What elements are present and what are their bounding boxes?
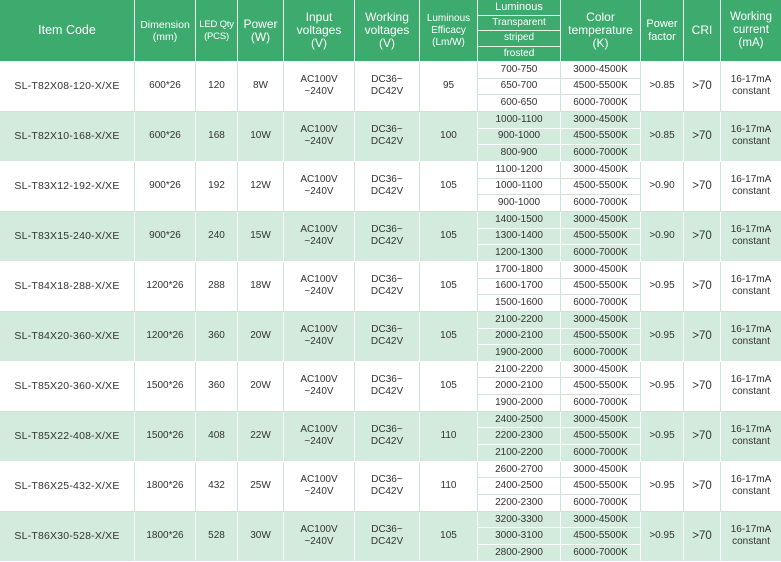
working-current-line: 16-17mA — [730, 524, 772, 536]
led-qty-cell: 432 — [196, 462, 238, 512]
working-current-line: 16-17mA — [730, 324, 772, 336]
header-color-temperature-label: temperature — [568, 23, 633, 37]
working-current-line: constant — [732, 286, 770, 298]
color-temperature-cell: 4500-5500K — [561, 329, 641, 346]
input-voltage-cell — [284, 412, 355, 462]
led-qty-cell: 168 — [196, 112, 238, 162]
power-factor-cell: >0.90 — [641, 212, 684, 262]
luminous-cell: 1500-1600 — [478, 295, 561, 312]
working-current-cell — [721, 512, 781, 562]
dimension-cell: 1200*26 — [135, 312, 196, 362]
power-cell: 22W — [238, 412, 284, 462]
working-voltage-line: DC36~ — [371, 124, 403, 136]
color-temperature-cell: 3000-4500K — [561, 112, 641, 129]
working-voltage-cell — [355, 62, 420, 112]
luminous-efficacy-cell: 95 — [420, 62, 478, 112]
led-qty-cell: 360 — [196, 362, 238, 412]
luminous-efficacy-cell: 105 — [420, 312, 478, 362]
power-cell: 8W — [238, 62, 284, 112]
input-voltage-line: AC100V — [300, 124, 338, 136]
header-power-label: (W) — [250, 29, 271, 44]
color-temperature-cell: 4500-5500K — [561, 79, 641, 96]
header-working-current — [721, 0, 781, 62]
dimension-cell: 900*26 — [135, 162, 196, 212]
dimension-cell: 900*26 — [135, 212, 196, 262]
luminous-cell: 2400-2500 — [478, 478, 561, 495]
input-voltage-cell — [284, 512, 355, 562]
header-luminous-efficacy-label: (Lm/W) — [432, 36, 465, 48]
item-code-cell: SL-T83X12-192-X/XE — [0, 162, 135, 212]
header-dimension — [135, 0, 196, 62]
working-current-line: constant — [732, 486, 770, 498]
color-temperature-cell: 3000-4500K — [561, 462, 641, 479]
header-input-voltage-label: voltages — [296, 23, 342, 37]
input-voltage-cell — [284, 262, 355, 312]
cri-cell: >70 — [684, 62, 721, 112]
working-voltage-line: DC36~ — [371, 424, 403, 436]
input-voltage-cell — [284, 62, 355, 112]
cri-cell: >70 — [684, 312, 721, 362]
color-temperature-cell: 6000-7000K — [561, 395, 641, 412]
luminous-cell: 2000-2100 — [478, 378, 561, 395]
led-qty-cell: 528 — [196, 512, 238, 562]
power-cell: 30W — [238, 512, 284, 562]
header-working-current-label: (mA) — [738, 37, 764, 49]
luminous-cell: 1200-1300 — [478, 245, 561, 262]
working-voltage-line: DC36~ — [371, 274, 403, 286]
header-working-current-label: current — [733, 24, 769, 36]
color-temperature-cell: 6000-7000K — [561, 345, 641, 362]
header-power-factor-label: Power — [646, 17, 678, 30]
power-cell: 20W — [238, 362, 284, 412]
luminous-cell: 1700-1800 — [478, 262, 561, 279]
header-cri — [684, 0, 721, 62]
working-current-line: constant — [732, 536, 770, 548]
luminous-efficacy-cell: 105 — [420, 212, 478, 262]
luminous-efficacy-cell: 110 — [420, 462, 478, 512]
working-current-cell — [721, 462, 781, 512]
item-code-cell: SL-T83X15-240-X/XE — [0, 212, 135, 262]
item-code-cell: SL-T85X20-360-X/XE — [0, 362, 135, 412]
header-dimension-label: Dimension — [140, 18, 190, 31]
color-temperature-cell: 6000-7000K — [561, 245, 641, 262]
item-code-cell: SL-T86X30-528-X/XE — [0, 512, 135, 562]
item-code-cell: SL-T86X25-432-X/XE — [0, 462, 135, 512]
item-code-cell: SL-T84X18-288-X/XE — [0, 262, 135, 312]
color-temperature-cell: 6000-7000K — [561, 195, 641, 212]
input-voltage-cell — [284, 162, 355, 212]
dimension-cell: 1800*26 — [135, 462, 196, 512]
working-voltage-cell — [355, 162, 420, 212]
power-cell: 20W — [238, 312, 284, 362]
input-voltage-line: AC100V — [300, 474, 338, 486]
power-cell: 18W — [238, 262, 284, 312]
working-voltage-cell — [355, 112, 420, 162]
color-temperature-cell: 6000-7000K — [561, 295, 641, 312]
header-color-temperature — [561, 0, 641, 62]
header-luminous-efficacy-label: Efficacy — [431, 24, 466, 36]
power-factor-cell: >0.95 — [641, 262, 684, 312]
working-voltage-line: DC36~ — [371, 374, 403, 386]
working-current-line: constant — [732, 86, 770, 98]
header-working-voltage — [355, 0, 420, 62]
power-cell: 25W — [238, 462, 284, 512]
power-cell: 10W — [238, 112, 284, 162]
input-voltage-line: AC100V — [300, 74, 338, 86]
luminous-cell: 700-750 — [478, 62, 561, 79]
input-voltage-line: AC100V — [300, 224, 338, 236]
power-factor-cell: >0.95 — [641, 512, 684, 562]
working-voltage-line: DC42V — [370, 186, 404, 198]
working-current-cell — [721, 262, 781, 312]
luminous-cell: 1600-1700 — [478, 279, 561, 296]
header-input-voltage-label: (V) — [311, 36, 327, 50]
header-led-qty — [196, 0, 238, 62]
luminous-cell: 2400-2500 — [478, 412, 561, 429]
dimension-cell: 1200*26 — [135, 262, 196, 312]
working-current-cell — [721, 62, 781, 112]
luminous-efficacy-cell: 100 — [420, 112, 478, 162]
header-color-temperature-label: (K) — [592, 36, 609, 50]
input-voltage-line: AC100V — [300, 524, 338, 536]
working-current-line: 16-17mA — [730, 74, 772, 86]
color-temperature-cell: 3000-4500K — [561, 262, 641, 279]
color-temperature-cell: 3000-4500K — [561, 512, 641, 529]
power-cell: 15W — [238, 212, 284, 262]
luminous-cell: 3000-3100 — [478, 528, 561, 545]
working-voltage-line: DC36~ — [371, 224, 403, 236]
color-temperature-cell: 6000-7000K — [561, 495, 641, 512]
item-code-cell: SL-T84X20-360-X/XE — [0, 312, 135, 362]
color-temperature-cell: 4500-5500K — [561, 528, 641, 545]
cri-cell: >70 — [684, 212, 721, 262]
input-voltage-line: ~240V — [304, 86, 334, 98]
luminous-cell: 900-1000 — [478, 129, 561, 146]
working-current-cell — [721, 312, 781, 362]
power-factor-cell: >0.90 — [641, 162, 684, 212]
color-temperature-cell: 4500-5500K — [561, 478, 641, 495]
luminous-cell: 2800-2900 — [478, 545, 561, 562]
header-luminous — [478, 0, 561, 16]
cri-cell: >70 — [684, 362, 721, 412]
power-cell: 12W — [238, 162, 284, 212]
luminous-cell: 600-650 — [478, 95, 561, 112]
color-temperature-cell: 3000-4500K — [561, 362, 641, 379]
luminous-cell: 3200-3300 — [478, 512, 561, 529]
input-voltage-line: ~240V — [304, 436, 334, 448]
dimension-cell: 1500*26 — [135, 362, 196, 412]
input-voltage-cell — [284, 212, 355, 262]
input-voltage-line: ~240V — [304, 386, 334, 398]
led-qty-cell: 240 — [196, 212, 238, 262]
working-voltage-line: DC42V — [370, 436, 404, 448]
input-voltage-line: ~240V — [304, 136, 334, 148]
cri-cell: >70 — [684, 162, 721, 212]
color-temperature-cell: 4500-5500K — [561, 229, 641, 246]
working-current-cell — [721, 112, 781, 162]
luminous-cell: 2200-2300 — [478, 428, 561, 445]
working-voltage-cell — [355, 412, 420, 462]
header-item-code — [0, 0, 135, 62]
luminous-cell: 1100-1200 — [478, 162, 561, 179]
header-working-current-label: Working — [730, 11, 772, 23]
color-temperature-cell: 3000-4500K — [561, 312, 641, 329]
power-factor-cell: >0.95 — [641, 362, 684, 412]
item-code-cell: SL-T82X10-168-X/XE — [0, 112, 135, 162]
working-current-line: 16-17mA — [730, 374, 772, 386]
luminous-cell: 2100-2200 — [478, 445, 561, 462]
working-voltage-line: DC42V — [370, 536, 404, 548]
luminous-cell: 1400-1500 — [478, 212, 561, 229]
header-led-qty-label: LED Qty — [199, 18, 234, 30]
cri-cell: >70 — [684, 512, 721, 562]
working-voltage-line: DC36~ — [371, 74, 403, 86]
led-qty-cell: 288 — [196, 262, 238, 312]
led-qty-cell: 192 — [196, 162, 238, 212]
luminous-cell: 900-1000 — [478, 195, 561, 212]
header-working-voltage-label: voltages — [364, 23, 410, 37]
working-current-line: constant — [732, 386, 770, 398]
luminous-efficacy-cell: 105 — [420, 512, 478, 562]
working-voltage-cell — [355, 312, 420, 362]
header-luminous-frosted: frosted — [478, 47, 561, 63]
header-item-code-label: Item Code — [38, 23, 96, 37]
color-temperature-cell: 6000-7000K — [561, 145, 641, 162]
working-voltage-line: DC36~ — [371, 324, 403, 336]
header-luminous-efficacy-label: Luminous — [426, 12, 471, 24]
input-voltage-cell — [284, 312, 355, 362]
cri-cell: >70 — [684, 112, 721, 162]
working-voltage-line: DC42V — [370, 486, 404, 498]
header-luminous-label: Luminous — [495, 1, 543, 14]
header-power-label: Power — [243, 16, 278, 31]
color-temperature-cell: 6000-7000K — [561, 545, 641, 562]
header-cri-label: CRI — [691, 23, 713, 37]
dimension-cell: 1500*26 — [135, 412, 196, 462]
luminous-cell: 2100-2200 — [478, 312, 561, 329]
working-voltage-cell — [355, 462, 420, 512]
header-power-factor — [641, 0, 684, 62]
working-voltage-line: DC36~ — [371, 524, 403, 536]
luminous-cell: 1000-1100 — [478, 112, 561, 129]
power-factor-cell: >0.95 — [641, 312, 684, 362]
working-current-cell — [721, 412, 781, 462]
led-qty-cell: 408 — [196, 412, 238, 462]
input-voltage-cell — [284, 462, 355, 512]
input-voltage-line: ~240V — [304, 236, 334, 248]
luminous-efficacy-cell: 110 — [420, 412, 478, 462]
input-voltage-line: AC100V — [300, 424, 338, 436]
input-voltage-line: ~240V — [304, 486, 334, 498]
input-voltage-cell — [284, 112, 355, 162]
header-luminous-transparent: Transparent — [478, 16, 561, 32]
working-current-line: constant — [732, 436, 770, 448]
color-temperature-cell: 3000-4500K — [561, 162, 641, 179]
luminous-efficacy-cell: 105 — [420, 162, 478, 212]
input-voltage-cell — [284, 362, 355, 412]
power-factor-cell: >0.95 — [641, 462, 684, 512]
header-working-voltage-label: Working — [365, 10, 409, 24]
working-current-line: constant — [732, 236, 770, 248]
header-luminous-efficacy — [420, 0, 478, 62]
luminous-cell: 1300-1400 — [478, 229, 561, 246]
working-voltage-line: DC36~ — [371, 174, 403, 186]
luminous-cell: 2200-2300 — [478, 495, 561, 512]
working-voltage-line: DC36~ — [371, 474, 403, 486]
color-temperature-cell: 4500-5500K — [561, 279, 641, 296]
working-current-line: 16-17mA — [730, 224, 772, 236]
header-input-voltage — [284, 0, 355, 62]
luminous-cell: 1900-2000 — [478, 345, 561, 362]
working-voltage-cell — [355, 262, 420, 312]
working-current-line: 16-17mA — [730, 424, 772, 436]
luminous-cell: 1000-1100 — [478, 179, 561, 196]
working-voltage-line: DC42V — [370, 386, 404, 398]
color-temperature-cell: 4500-5500K — [561, 129, 641, 146]
working-voltage-cell — [355, 362, 420, 412]
color-temperature-cell: 4500-5500K — [561, 179, 641, 196]
color-temperature-cell: 4500-5500K — [561, 378, 641, 395]
led-qty-cell: 120 — [196, 62, 238, 112]
header-luminous-striped: striped — [478, 31, 561, 47]
cri-cell: >70 — [684, 262, 721, 312]
working-voltage-line: DC42V — [370, 136, 404, 148]
working-current-line: 16-17mA — [730, 274, 772, 286]
power-factor-cell: >0.95 — [641, 412, 684, 462]
working-current-cell — [721, 162, 781, 212]
working-voltage-line: DC42V — [370, 236, 404, 248]
color-temperature-cell: 4500-5500K — [561, 428, 641, 445]
header-power — [238, 0, 284, 62]
dimension-cell: 1800*26 — [135, 512, 196, 562]
input-voltage-line: ~240V — [304, 536, 334, 548]
working-voltage-cell — [355, 512, 420, 562]
working-voltage-cell — [355, 212, 420, 262]
item-code-cell: SL-T85X22-408-X/XE — [0, 412, 135, 462]
dimension-cell: 600*26 — [135, 62, 196, 112]
working-current-line: 16-17mA — [730, 474, 772, 486]
color-temperature-cell: 6000-7000K — [561, 445, 641, 462]
luminous-cell: 2100-2200 — [478, 362, 561, 379]
working-current-line: constant — [732, 336, 770, 348]
luminous-cell: 800-900 — [478, 145, 561, 162]
luminous-cell: 2000-2100 — [478, 329, 561, 346]
color-temperature-cell: 3000-4500K — [561, 212, 641, 229]
working-current-cell — [721, 362, 781, 412]
power-factor-cell: >0.85 — [641, 112, 684, 162]
working-voltage-line: DC42V — [370, 336, 404, 348]
luminous-efficacy-cell: 105 — [420, 262, 478, 312]
led-qty-cell: 360 — [196, 312, 238, 362]
working-current-line: 16-17mA — [730, 124, 772, 136]
item-code-cell: SL-T82X08-120-X/XE — [0, 62, 135, 112]
input-voltage-line: AC100V — [300, 174, 338, 186]
working-voltage-line: DC42V — [370, 86, 404, 98]
input-voltage-line: ~240V — [304, 336, 334, 348]
header-input-voltage-label: Input — [305, 10, 333, 24]
input-voltage-line: ~240V — [304, 286, 334, 298]
luminous-cell: 650-700 — [478, 79, 561, 96]
input-voltage-line: ~240V — [304, 186, 334, 198]
header-working-voltage-label: (V) — [379, 36, 395, 50]
input-voltage-line: AC100V — [300, 324, 338, 336]
dimension-cell: 600*26 — [135, 112, 196, 162]
cri-cell: >70 — [684, 412, 721, 462]
color-temperature-cell: 6000-7000K — [561, 95, 641, 112]
header-led-qty-label: (PCS) — [204, 30, 229, 42]
color-temperature-cell: 3000-4500K — [561, 412, 641, 429]
power-factor-cell: >0.85 — [641, 62, 684, 112]
working-current-line: constant — [732, 186, 770, 198]
working-current-line: 16-17mA — [730, 174, 772, 186]
header-color-temperature-label: Color — [586, 10, 615, 24]
input-voltage-line: AC100V — [300, 274, 338, 286]
luminous-cell: 2600-2700 — [478, 462, 561, 479]
header-power-factor-label: factor — [648, 30, 676, 43]
working-current-cell — [721, 212, 781, 262]
luminous-cell: 1900-2000 — [478, 395, 561, 412]
working-voltage-line: DC42V — [370, 286, 404, 298]
color-temperature-cell: 3000-4500K — [561, 62, 641, 79]
working-current-line: constant — [732, 136, 770, 148]
luminous-efficacy-cell: 105 — [420, 362, 478, 412]
cri-cell: >70 — [684, 462, 721, 512]
input-voltage-line: AC100V — [300, 374, 338, 386]
header-dimension-label: (mm) — [152, 30, 178, 43]
